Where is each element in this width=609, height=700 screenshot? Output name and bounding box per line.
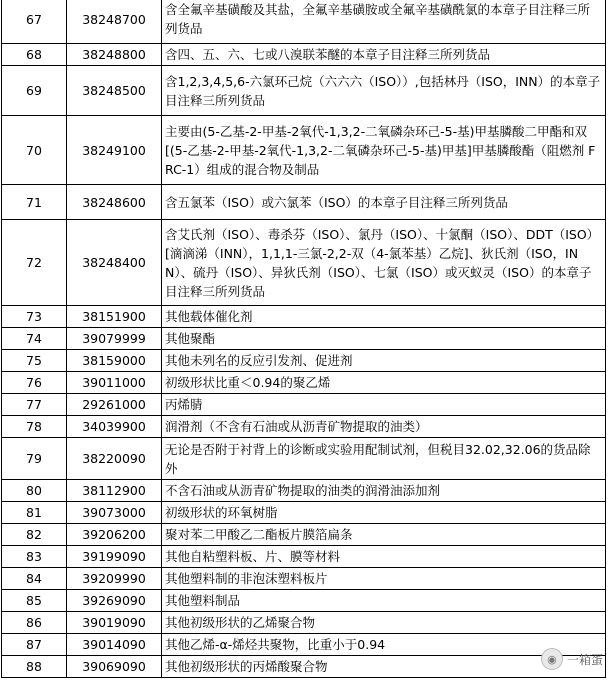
- table-row: [2, 416, 606, 438]
- row-number: 68: [2, 44, 67, 66]
- hs-code: 38248500: [67, 66, 162, 116]
- row-number: 70: [2, 116, 67, 185]
- table-row: [2, 590, 606, 612]
- hs-code: 39206200: [67, 524, 162, 546]
- goods-description: 含五氯苯（ISO）或六氯苯（ISO）的本章子目注释三所列货品: [162, 185, 606, 220]
- watermark-right: [541, 648, 603, 670]
- goods-description: 丙烯腈: [162, 394, 606, 416]
- hs-code: 34039900: [67, 416, 162, 438]
- table-row: [2, 634, 606, 656]
- row-number: 72: [2, 220, 67, 306]
- tariff-table: [1, 0, 606, 678]
- watermark-right-text: 一箱蛋: [566, 652, 603, 667]
- goods-description: 含艾氏剂（ISO）、毒杀芬（ISO）、氯丹（ISO）、十氯酮（ISO）、DDT（ISO）[滴滴涕（INN），1,1,1-三氯-2,2-双（4-氯苯基）乙烷]、狄氏剂（ISO，INN）、硫丹（ISO）、异狄氏剂（ISO）、七氯（ISO）或灭蚁灵（ISO）的本章子目注释三所列货品: [162, 220, 606, 306]
- row-number: 79: [2, 438, 67, 480]
- goods-description: 其他未列名的反应引发剂、促进剂: [162, 350, 606, 372]
- hs-code: 38220090: [67, 438, 162, 480]
- goods-description: 无论是否附于衬背上的诊断或实验用配制试剂，但税目32.02,32.06的货品除外: [162, 438, 606, 480]
- hs-code: 38248400: [67, 220, 162, 306]
- row-number: 78: [2, 416, 67, 438]
- goods-description: 初级形状的环氧树脂: [162, 502, 606, 524]
- hs-code: 38248700: [67, 0, 162, 44]
- row-number: 87: [2, 634, 67, 656]
- row-number: 84: [2, 568, 67, 590]
- table-row: [2, 502, 606, 524]
- hs-code: 39199090: [67, 546, 162, 568]
- table-row: [2, 44, 606, 66]
- row-number: 81: [2, 502, 67, 524]
- table-row: [2, 480, 606, 502]
- row-number: 67: [2, 0, 67, 44]
- row-number: 82: [2, 524, 67, 546]
- row-number: 80: [2, 480, 67, 502]
- row-number: 76: [2, 372, 67, 394]
- goods-description: 聚对苯二甲酸乙二酯板片膜箔扁条: [162, 524, 606, 546]
- goods-description: 其他初级形状的丙烯酸聚合物: [162, 656, 606, 678]
- hs-code: 38112900: [67, 480, 162, 502]
- row-number: 86: [2, 612, 67, 634]
- table-row: [2, 524, 606, 546]
- table-row: [2, 394, 606, 416]
- goods-description: 初级形状比重＜0.94的聚乙烯: [162, 372, 606, 394]
- table-row: [2, 116, 606, 185]
- goods-description: 其他塑料制的非泡沫塑料板片: [162, 568, 606, 590]
- hs-code: 39069090: [67, 656, 162, 678]
- table-row: [2, 306, 606, 328]
- goods-description: 润滑剂（不含有石油或从沥青矿物提取的油类）: [162, 416, 606, 438]
- table-row: [2, 568, 606, 590]
- hs-code: 38151900: [67, 306, 162, 328]
- goods-description: 其他聚酯: [162, 328, 606, 350]
- hs-code: 38248800: [67, 44, 162, 66]
- row-number: 71: [2, 185, 67, 220]
- goods-description: 其他自粘塑料板、片、膜等材料: [162, 546, 606, 568]
- hs-code: 39079999: [67, 328, 162, 350]
- table-row: [2, 350, 606, 372]
- row-number: 74: [2, 328, 67, 350]
- hs-code: 39014090: [67, 634, 162, 656]
- table-row: [2, 328, 606, 350]
- table-row: [2, 546, 606, 568]
- table-row: [2, 438, 606, 480]
- hs-code: 29261000: [67, 394, 162, 416]
- goods-description: 含全氟辛基磺酸及其盐，全氟辛基磺胺或全氟辛基磺酰氯的本章子目注释三所列货品: [162, 0, 606, 44]
- hs-code: 39011000: [67, 372, 162, 394]
- hs-code: 39269090: [67, 590, 162, 612]
- table-row: [2, 612, 606, 634]
- goods-description: 含1,2,3,4,5,6-六氯环己烷（六六六（ISO））,包括林丹（ISO，INN）的本章子目注释三所列货品: [162, 66, 606, 116]
- hs-code: 38249100: [67, 116, 162, 185]
- table-row: [2, 185, 606, 220]
- goods-description: 其他塑料制品: [162, 590, 606, 612]
- row-number: 73: [2, 306, 67, 328]
- row-number: 75: [2, 350, 67, 372]
- hs-code: 39073000: [67, 502, 162, 524]
- table-body: [2, 0, 606, 678]
- row-number: 88: [2, 656, 67, 678]
- goods-description: 不含石油或从沥青矿物提取的油类的润滑油添加剂: [162, 480, 606, 502]
- goods-description: 主要由(5-乙基-2-甲基-2氧代-1,3,2-二氧磷杂环己-5-基)甲基膦酸二甲酯和双[(5-乙基-2-甲基-2氧代-1,3,2-二氧磷杂环己-5-基)甲基]甲基膦酸酯（阻燃剂 FRC-1）组成的混合物及制品: [162, 116, 606, 185]
- table-row: [2, 372, 606, 394]
- hs-code: 39209990: [67, 568, 162, 590]
- goods-description: 其他乙烯-α-烯烃共聚物，比重小于0.94: [162, 634, 606, 656]
- wechat-icon: ◉: [541, 648, 563, 670]
- row-number: 77: [2, 394, 67, 416]
- table-row: [2, 220, 606, 306]
- table-row: [2, 66, 606, 116]
- goods-description: 其他初级形状的乙烯聚合物: [162, 612, 606, 634]
- table-row: [2, 656, 606, 678]
- table-row: [2, 0, 606, 44]
- hs-code: 39019090: [67, 612, 162, 634]
- row-number: 69: [2, 66, 67, 116]
- row-number: 83: [2, 546, 67, 568]
- hs-code: 38248600: [67, 185, 162, 220]
- row-number: 85: [2, 590, 67, 612]
- goods-description: 其他载体催化剂: [162, 306, 606, 328]
- hs-code: 38159000: [67, 350, 162, 372]
- goods-description: 含四、五、六、七或八溴联苯醚的本章子目注释三所列货品: [162, 44, 606, 66]
